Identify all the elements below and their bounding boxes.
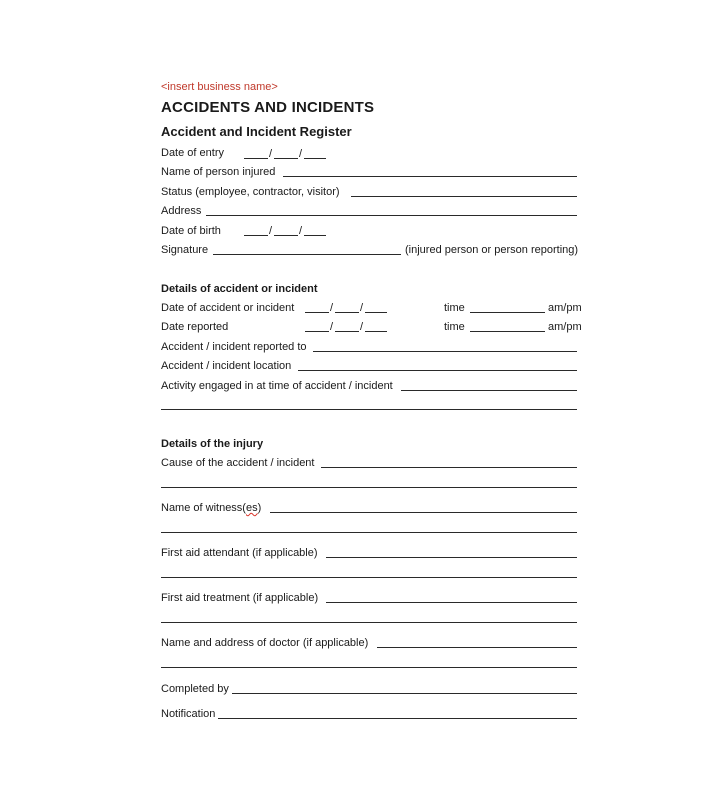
day-blank[interactable] [244, 158, 268, 159]
date-slash: / [330, 302, 334, 314]
first-aid-treatment-label: First aid treatment (if applicable) [161, 592, 319, 604]
witness-line-2[interactable] [161, 532, 577, 533]
witness-label-prefix: Name of witness( [161, 502, 246, 514]
month-blank[interactable] [335, 331, 359, 332]
activity-label: Activity engaged in at time of accident / incident [161, 380, 393, 392]
reported-to-label: Accident / incident reported to [161, 341, 307, 353]
address-line[interactable] [206, 215, 577, 216]
accident-ampm: am/pm [548, 302, 582, 314]
signature-note: (injured person or person reporting) [405, 244, 579, 256]
date-slash: / [360, 321, 364, 333]
date-of-birth-label: Date of birth [161, 225, 221, 237]
date-slash: / [330, 321, 334, 333]
date-slash: / [360, 302, 364, 314]
reported-time-line[interactable] [470, 331, 545, 332]
day-blank[interactable] [305, 331, 329, 332]
status-line[interactable] [351, 196, 577, 197]
reported-ampm: am/pm [548, 321, 582, 333]
witness-label [161, 502, 261, 514]
name-injured-line[interactable] [283, 176, 577, 177]
reported-to-line[interactable] [313, 351, 577, 352]
status-label: Status (employee, contractor, visitor) [161, 186, 340, 198]
completed-by-label: Completed by [161, 683, 229, 695]
reported-time-label: time [444, 321, 465, 333]
date-reported-field[interactable] [305, 320, 387, 332]
completed-by-line[interactable] [232, 693, 577, 694]
form-title: ACCIDENTS AND INCIDENTS [161, 99, 375, 116]
notification-label: Notification [161, 708, 216, 720]
location-line[interactable] [298, 370, 577, 371]
business-name-placeholder[interactable]: <insert business name> [161, 81, 278, 93]
day-blank[interactable] [305, 312, 329, 313]
cause-line-2[interactable] [161, 487, 577, 488]
witness-label-es: es [245, 502, 258, 514]
year-blank[interactable] [365, 312, 387, 313]
witness-line[interactable] [270, 512, 577, 513]
witness-label-suffix: ) [257, 502, 262, 514]
first-aid-treatment-line[interactable] [326, 602, 577, 603]
notification-line[interactable] [218, 718, 577, 719]
doctor-line[interactable] [377, 647, 577, 648]
month-blank[interactable] [274, 235, 298, 236]
date-of-entry-field[interactable] [244, 147, 326, 159]
date-slash: / [299, 148, 303, 160]
date-reported-label: Date reported [161, 321, 229, 333]
cause-line[interactable] [321, 467, 577, 468]
year-blank[interactable] [304, 235, 326, 236]
address-label: Address [161, 205, 202, 217]
accident-time-label: time [444, 302, 465, 314]
doctor-label: Name and address of doctor (if applicable) [161, 637, 369, 649]
accident-time-line[interactable] [470, 312, 545, 313]
date-of-accident-field[interactable] [305, 301, 387, 313]
signature-label: Signature [161, 244, 209, 256]
first-aid-attendant-line-2[interactable] [161, 577, 577, 578]
day-blank[interactable] [244, 235, 268, 236]
name-injured-label: Name of person injured [161, 166, 276, 178]
date-slash: / [299, 225, 303, 237]
year-blank[interactable] [365, 331, 387, 332]
doctor-line-2[interactable] [161, 667, 577, 668]
date-of-entry-label: Date of entry [161, 147, 224, 159]
date-of-birth-field[interactable] [244, 224, 326, 236]
first-aid-attendant-line[interactable] [326, 557, 577, 558]
accident-details-heading: Details of accident or incident [161, 283, 318, 295]
month-blank[interactable] [274, 158, 298, 159]
first-aid-attendant-label: First aid attendant (if applicable) [161, 547, 318, 559]
year-blank[interactable] [304, 158, 326, 159]
date-slash: / [269, 148, 273, 160]
location-label: Accident / incident location [161, 360, 292, 372]
activity-line-2[interactable] [161, 409, 577, 410]
signature-line[interactable] [213, 254, 401, 255]
cause-label: Cause of the accident / incident [161, 457, 315, 469]
date-slash: / [269, 225, 273, 237]
first-aid-treatment-line-2[interactable] [161, 622, 577, 623]
date-of-accident-label: Date of accident or incident [161, 302, 295, 314]
form-subtitle: Accident and Incident Register [161, 124, 352, 139]
month-blank[interactable] [335, 312, 359, 313]
activity-line[interactable] [401, 390, 577, 391]
injury-details-heading: Details of the injury [161, 438, 264, 450]
